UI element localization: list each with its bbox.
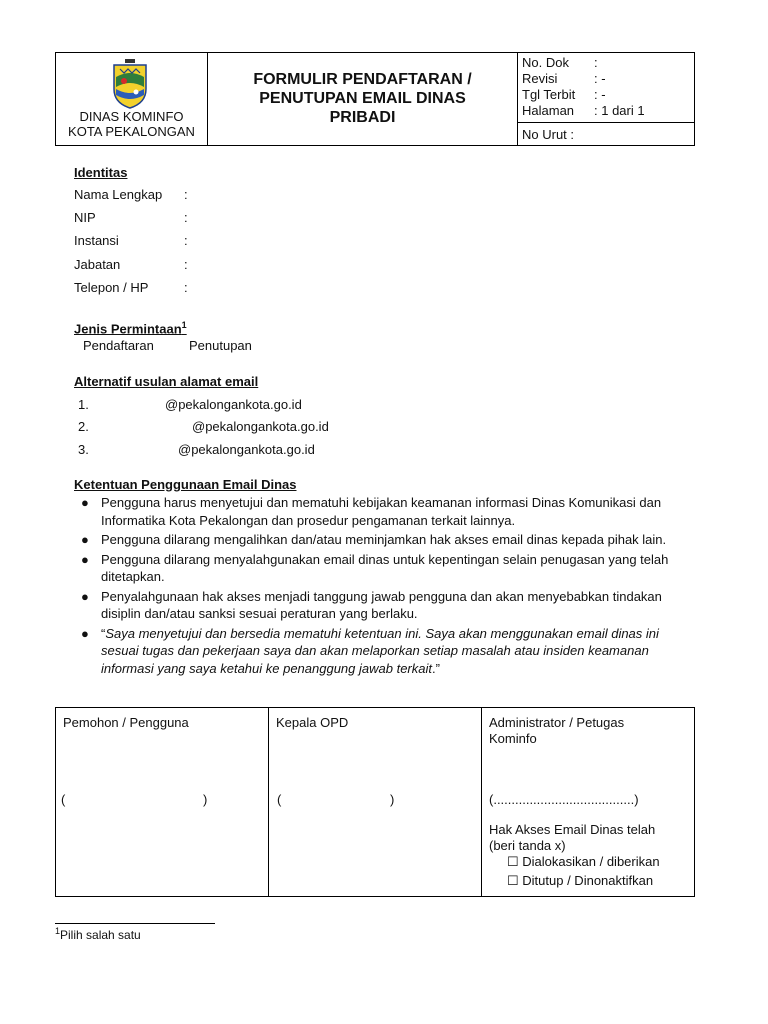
field-label: Nama Lengkap [74, 187, 163, 202]
email-option-2-number: 2. [78, 419, 89, 434]
access-instruction [489, 822, 655, 854]
field-instansi [74, 233, 188, 248]
rule-item [73, 588, 698, 623]
field-label: NIP [74, 210, 96, 225]
meta-row-no-dok [522, 55, 690, 71]
administrator-title [489, 715, 624, 747]
field-sep: : [184, 257, 188, 272]
meta-row-tgl-terbit [522, 87, 690, 103]
doc-meta [522, 55, 690, 119]
field-sep: : [184, 280, 188, 295]
meta-key: Halaman [522, 103, 575, 118]
email-option-3-number: 3. [78, 442, 89, 457]
header-table [55, 52, 695, 146]
meta-value: : 1 dari 1 [594, 103, 645, 118]
field-label: Jabatan [74, 257, 121, 272]
rule-text: Pengguna dilarang mengalihkan dan/atau meminjamkan hak akses email dinas kepada pihak lain. [101, 532, 667, 547]
city-emblem-icon [112, 59, 148, 109]
header-org-cell [56, 53, 208, 145]
form-title-line3: PRIBADI [329, 109, 396, 126]
quote-open: “ [101, 625, 106, 641]
identitas-title: Identitas [74, 165, 128, 180]
agreement-text: Saya menyetujui dan bersedia mematuhi ketentuan ini. Saya akan menggunakan email dinas ini sesuai tugas dan pekerjaan saya dan akan melaporkan setiap masalah atau insiden keamanan informasi yang saya ketahui ke penanggung jawab terkait [101, 625, 659, 676]
signature-table [55, 707, 695, 897]
footnote-divider [55, 923, 215, 924]
bullet-icon: ● [81, 625, 89, 641]
rule-item [73, 494, 698, 529]
footnote-number: 1 [55, 926, 61, 936]
administrator-title-line1: Administrator / Petugas [489, 715, 625, 730]
meta-value: : [594, 55, 598, 70]
meta-value: : - [594, 71, 606, 86]
org-name-line1: DINAS KOMINFO [79, 109, 184, 124]
no-urut: No Urut : [518, 122, 694, 146]
header-meta-cell [518, 53, 694, 145]
email-option-3-domain: @pekalongankota.go.id [178, 442, 315, 457]
org-name [56, 109, 207, 139]
administrator-title-line2: Kominfo [489, 731, 537, 746]
field-nip [74, 210, 188, 225]
checkbox-icon[interactable]: ☐ [507, 854, 519, 869]
rule-text: Pengguna harus menyetujui dan mematuhi kebijakan keamanan informasi Dinas Komunikasi dan Informatika Kota Pekalongan dan prosedur pengamanan terkait lainnya. [101, 495, 662, 528]
form-title-line1: FORMULIR PENDAFTARAN / [253, 71, 472, 88]
rule-text: Penyalahgunaan hak akses menjadi tanggung jawab pengguna dan akan menyebabkan tindakan disiplin dan/atau sanksi sesuai peraturan yang berlaku. [101, 588, 662, 621]
meta-row-halaman [522, 103, 690, 119]
form-title-line2: PENUTUPAN EMAIL DINAS [259, 90, 466, 107]
bullet-icon: ● [81, 551, 89, 567]
jenis-title-text: Jenis Permintaan [74, 321, 182, 337]
rule-item [73, 551, 698, 586]
checkbox-label: Ditutup / Dinonaktifkan [522, 873, 654, 888]
meta-key: Revisi [522, 71, 558, 86]
field-sep: : [184, 210, 188, 225]
pemohon-title: Pemohon / Pengguna [63, 715, 189, 730]
meta-key: No. Dok [522, 55, 569, 70]
field-sep: : [184, 187, 188, 202]
meta-value: : - [594, 87, 606, 102]
signature-administrator [482, 708, 694, 896]
field-nama-lengkap [74, 187, 188, 202]
form-title [208, 70, 517, 127]
checkbox-icon[interactable]: ☐ [507, 873, 519, 888]
bullet-icon: ● [81, 495, 89, 510]
bullet-icon: ● [81, 588, 89, 604]
header-title-cell [208, 53, 518, 145]
checkbox-ditutup[interactable] [507, 873, 653, 889]
kepala-close-paren: ) [390, 792, 395, 807]
footnote [55, 926, 141, 942]
alternatif-title: Alternatif usulan alamat email [74, 374, 259, 389]
pemohon-close-paren: ) [203, 792, 208, 807]
ketentuan-list-wrapper [73, 494, 698, 679]
field-sep: : [184, 233, 188, 248]
signature-pemohon [56, 708, 269, 896]
quote-close: .” [432, 660, 440, 676]
kepala-open-paren: ( [277, 792, 282, 807]
kepala-opd-title: Kepala OPD [276, 715, 349, 730]
rule-item-agreement [73, 625, 698, 678]
rule-text: Pengguna dilarang menyalahgunakan email dinas untuk kepentingan selain penugasan yang telah ditetapkan. [101, 551, 669, 584]
footnote-mark: 1 [181, 320, 187, 330]
rule-item [73, 531, 698, 549]
meta-key: Tgl Terbit [522, 87, 576, 102]
access-line2: (beri tanda x) [489, 838, 566, 853]
email-option-1-domain: @pekalongankota.go.id [165, 397, 302, 412]
field-label: Instansi [74, 233, 119, 248]
option-penutupan[interactable]: Penutupan [189, 338, 252, 353]
access-line1: Hak Akses Email Dinas telah [489, 822, 656, 837]
pemohon-open-paren: ( [61, 792, 66, 807]
footnote-text: Pilih salah satu [60, 928, 141, 942]
signature-kepala-opd [269, 708, 482, 896]
ketentuan-title: Ketentuan Penggunaan Email Dinas [74, 477, 297, 492]
meta-row-revisi [522, 71, 690, 87]
option-pendaftaran[interactable]: Pendaftaran [83, 338, 154, 353]
email-option-1-number: 1. [78, 397, 89, 412]
jenis-title [74, 320, 187, 336]
field-jabatan [74, 257, 188, 272]
checkbox-dialokasikan[interactable] [507, 854, 660, 870]
field-label: Telepon / HP [74, 280, 149, 295]
bullet-icon: ● [81, 532, 89, 547]
ketentuan-list [73, 494, 698, 677]
checkbox-label: Dialokasikan / diberikan [522, 854, 660, 869]
administrator-sign-line: (.......................................) [489, 792, 639, 807]
field-telepon [74, 280, 188, 295]
email-option-2-domain: @pekalongankota.go.id [192, 419, 329, 434]
org-name-line2: KOTA PEKALONGAN [68, 124, 195, 139]
